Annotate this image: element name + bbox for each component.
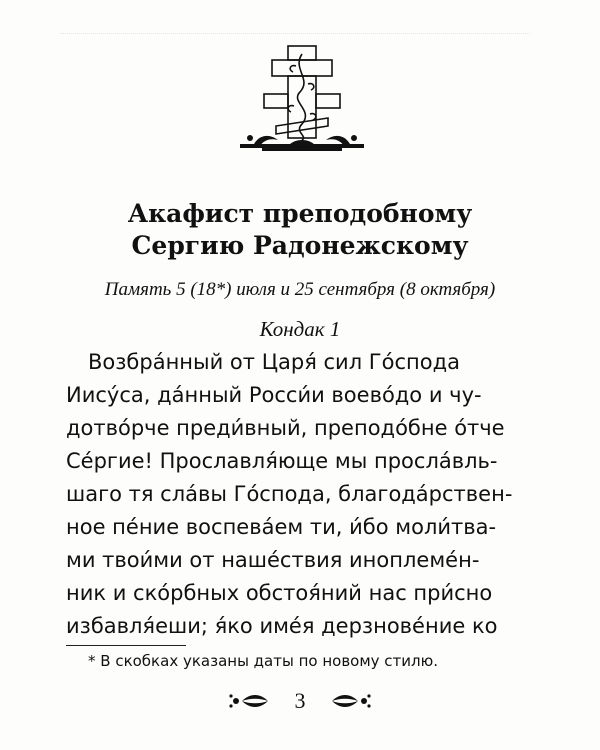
page-title	[40, 198, 560, 262]
title-line-1: Акафист преподобному	[127, 199, 473, 228]
text-line: шаго тя сла́вы Го́спода, благода́рствен-	[66, 482, 513, 506]
text-line: ник и ско́рбных обстоя́ний нас при́сно	[66, 581, 493, 605]
text-line: Возбра́нный от Царя́ сил Го́спода	[88, 350, 460, 374]
orthodox-cross-ornament-icon	[232, 44, 372, 164]
top-bleed-rule	[60, 33, 530, 34]
footnote: * В скобках указаны даты по новому стилю.	[88, 652, 439, 670]
footnote-divider	[66, 645, 186, 646]
text-line: ное пе́ние воспева́ем ти, и́бо моли́тва-	[66, 515, 497, 539]
floral-ornament-icon	[328, 690, 372, 712]
text-line: избавля́еши; я́ко име́я дерзнове́ние ко	[66, 614, 498, 638]
memory-dates: Память 5 (18*) июля и 25 сентября (8 октября)	[104, 279, 496, 300]
floral-ornament-icon	[228, 690, 272, 712]
text-line: ми твои́ми от наше́ствия иноплеме́н-	[66, 548, 480, 572]
page-footer	[0, 688, 600, 718]
text-line: Иису́са, да́нный Росси́и воево́до и чу-	[66, 383, 482, 407]
text-line: дотво́рче преди́вный, преподо́бне о́тче	[66, 416, 505, 440]
title-line-2: Сергию Радонежскому	[131, 231, 469, 260]
text-line: Се́ргие! Прославля́юще мы просла́вль-	[66, 449, 498, 473]
kontak-heading: Кондак 1	[259, 317, 341, 341]
page-number: 3	[294, 688, 306, 713]
kontak-text	[66, 346, 536, 643]
